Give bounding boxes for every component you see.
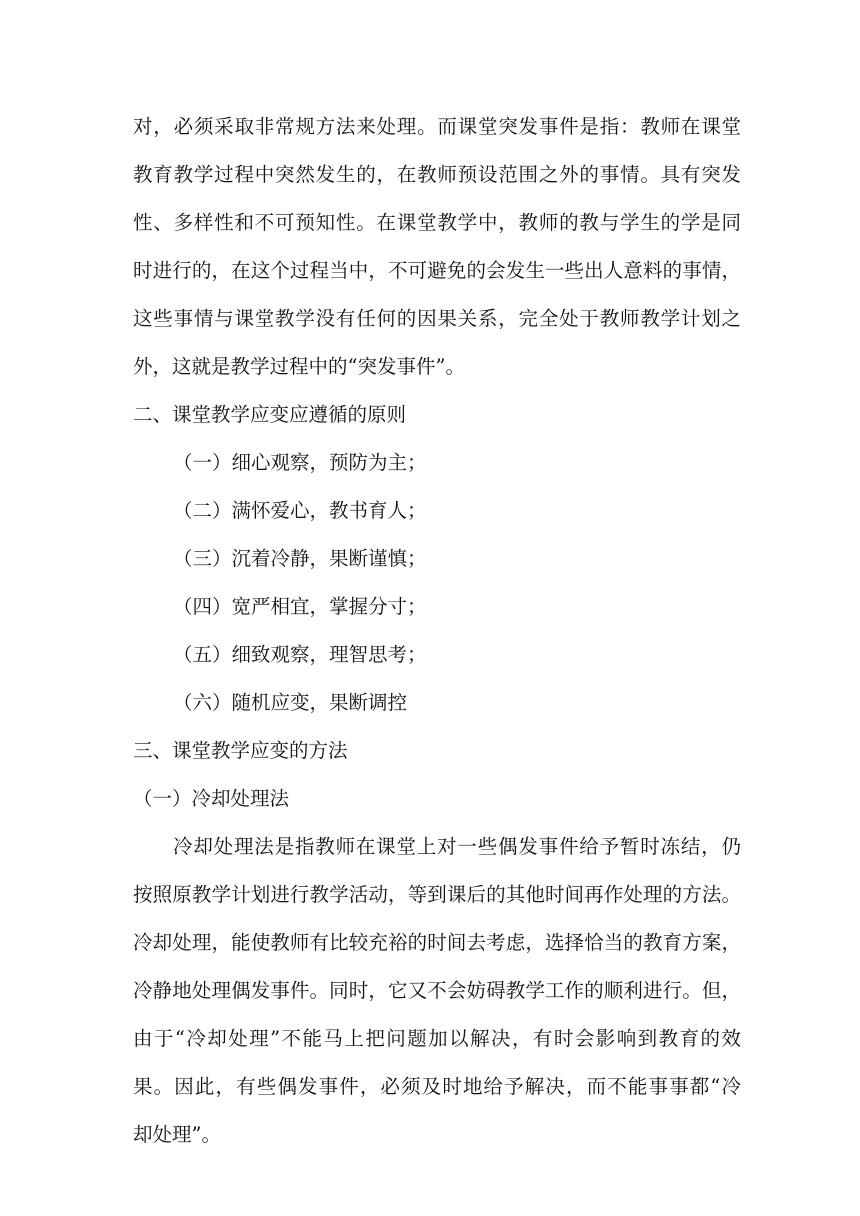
paragraph-1-line-3: 性、多样性和不可预知性。在课堂教学中，教师的教与学生的学是同	[133, 211, 741, 234]
principle-item-3: （三）沉着冷静，果断谨慎；	[173, 547, 427, 570]
paragraph-2-line-6: 果。因此，有些偶发事件，必须及时地给予解决，而不能事事都“冷	[133, 1075, 741, 1098]
principle-item-6: （六）随机应变，果断调控	[173, 691, 408, 714]
paragraph-1-line-4: 时进行的，在这个过程当中，不可避免的会发生一些出人意料的事情，	[133, 259, 741, 282]
paragraph-1-line-6: 外，这就是教学过程中的“突发事件”。	[133, 355, 465, 378]
principle-item-1: （一）细心观察，预防为主；	[173, 451, 427, 474]
paragraph-1-line-1: 对，必须采取非常规方法来处理。而课堂突发事件是指：教师在课堂	[133, 115, 741, 138]
paragraph-1-line-2: 教育教学过程中突然发生的，在教师预设范围之外的事情。具有突发	[133, 163, 741, 186]
paragraph-1-line-5: 这些事情与课堂教学没有任何的因果关系，完全处于教师教学计划之	[133, 307, 741, 330]
paragraph-2-line-3: 冷却处理，能使教师有比较充裕的时间去考虑，选择恰当的教育方案，	[133, 931, 741, 954]
section-3-heading: 三、课堂教学应变的方法	[133, 739, 348, 762]
paragraph-2-line-1: 冷却处理法是指教师在课堂上对一些偶发事件给予暂时冻结，仍	[173, 835, 741, 858]
section-2-heading: 二、课堂教学应变应遵循的原则	[133, 403, 407, 426]
method-1-heading: （一）冷却处理法	[133, 787, 290, 810]
principle-item-5: （五）细致观察，理智思考；	[173, 643, 427, 666]
paragraph-2-line-2: 按照原教学计划进行教学活动，等到课后的其他时间再作处理的方法。	[133, 883, 741, 906]
paragraph-2-line-7: 却处理”。	[133, 1123, 221, 1146]
principle-item-2: （二）满怀爱心，教书育人；	[173, 499, 427, 522]
paragraph-2-line-5: 由于“冷却处理”不能马上把问题加以解决，有时会影响到教育的效	[133, 1027, 741, 1050]
principle-item-4: （四）宽严相宜，掌握分寸；	[173, 595, 427, 618]
paragraph-2-line-4: 冷静地处理偶发事件。同时，它又不会妨碍教学工作的顺利进行。但，	[133, 979, 741, 1002]
